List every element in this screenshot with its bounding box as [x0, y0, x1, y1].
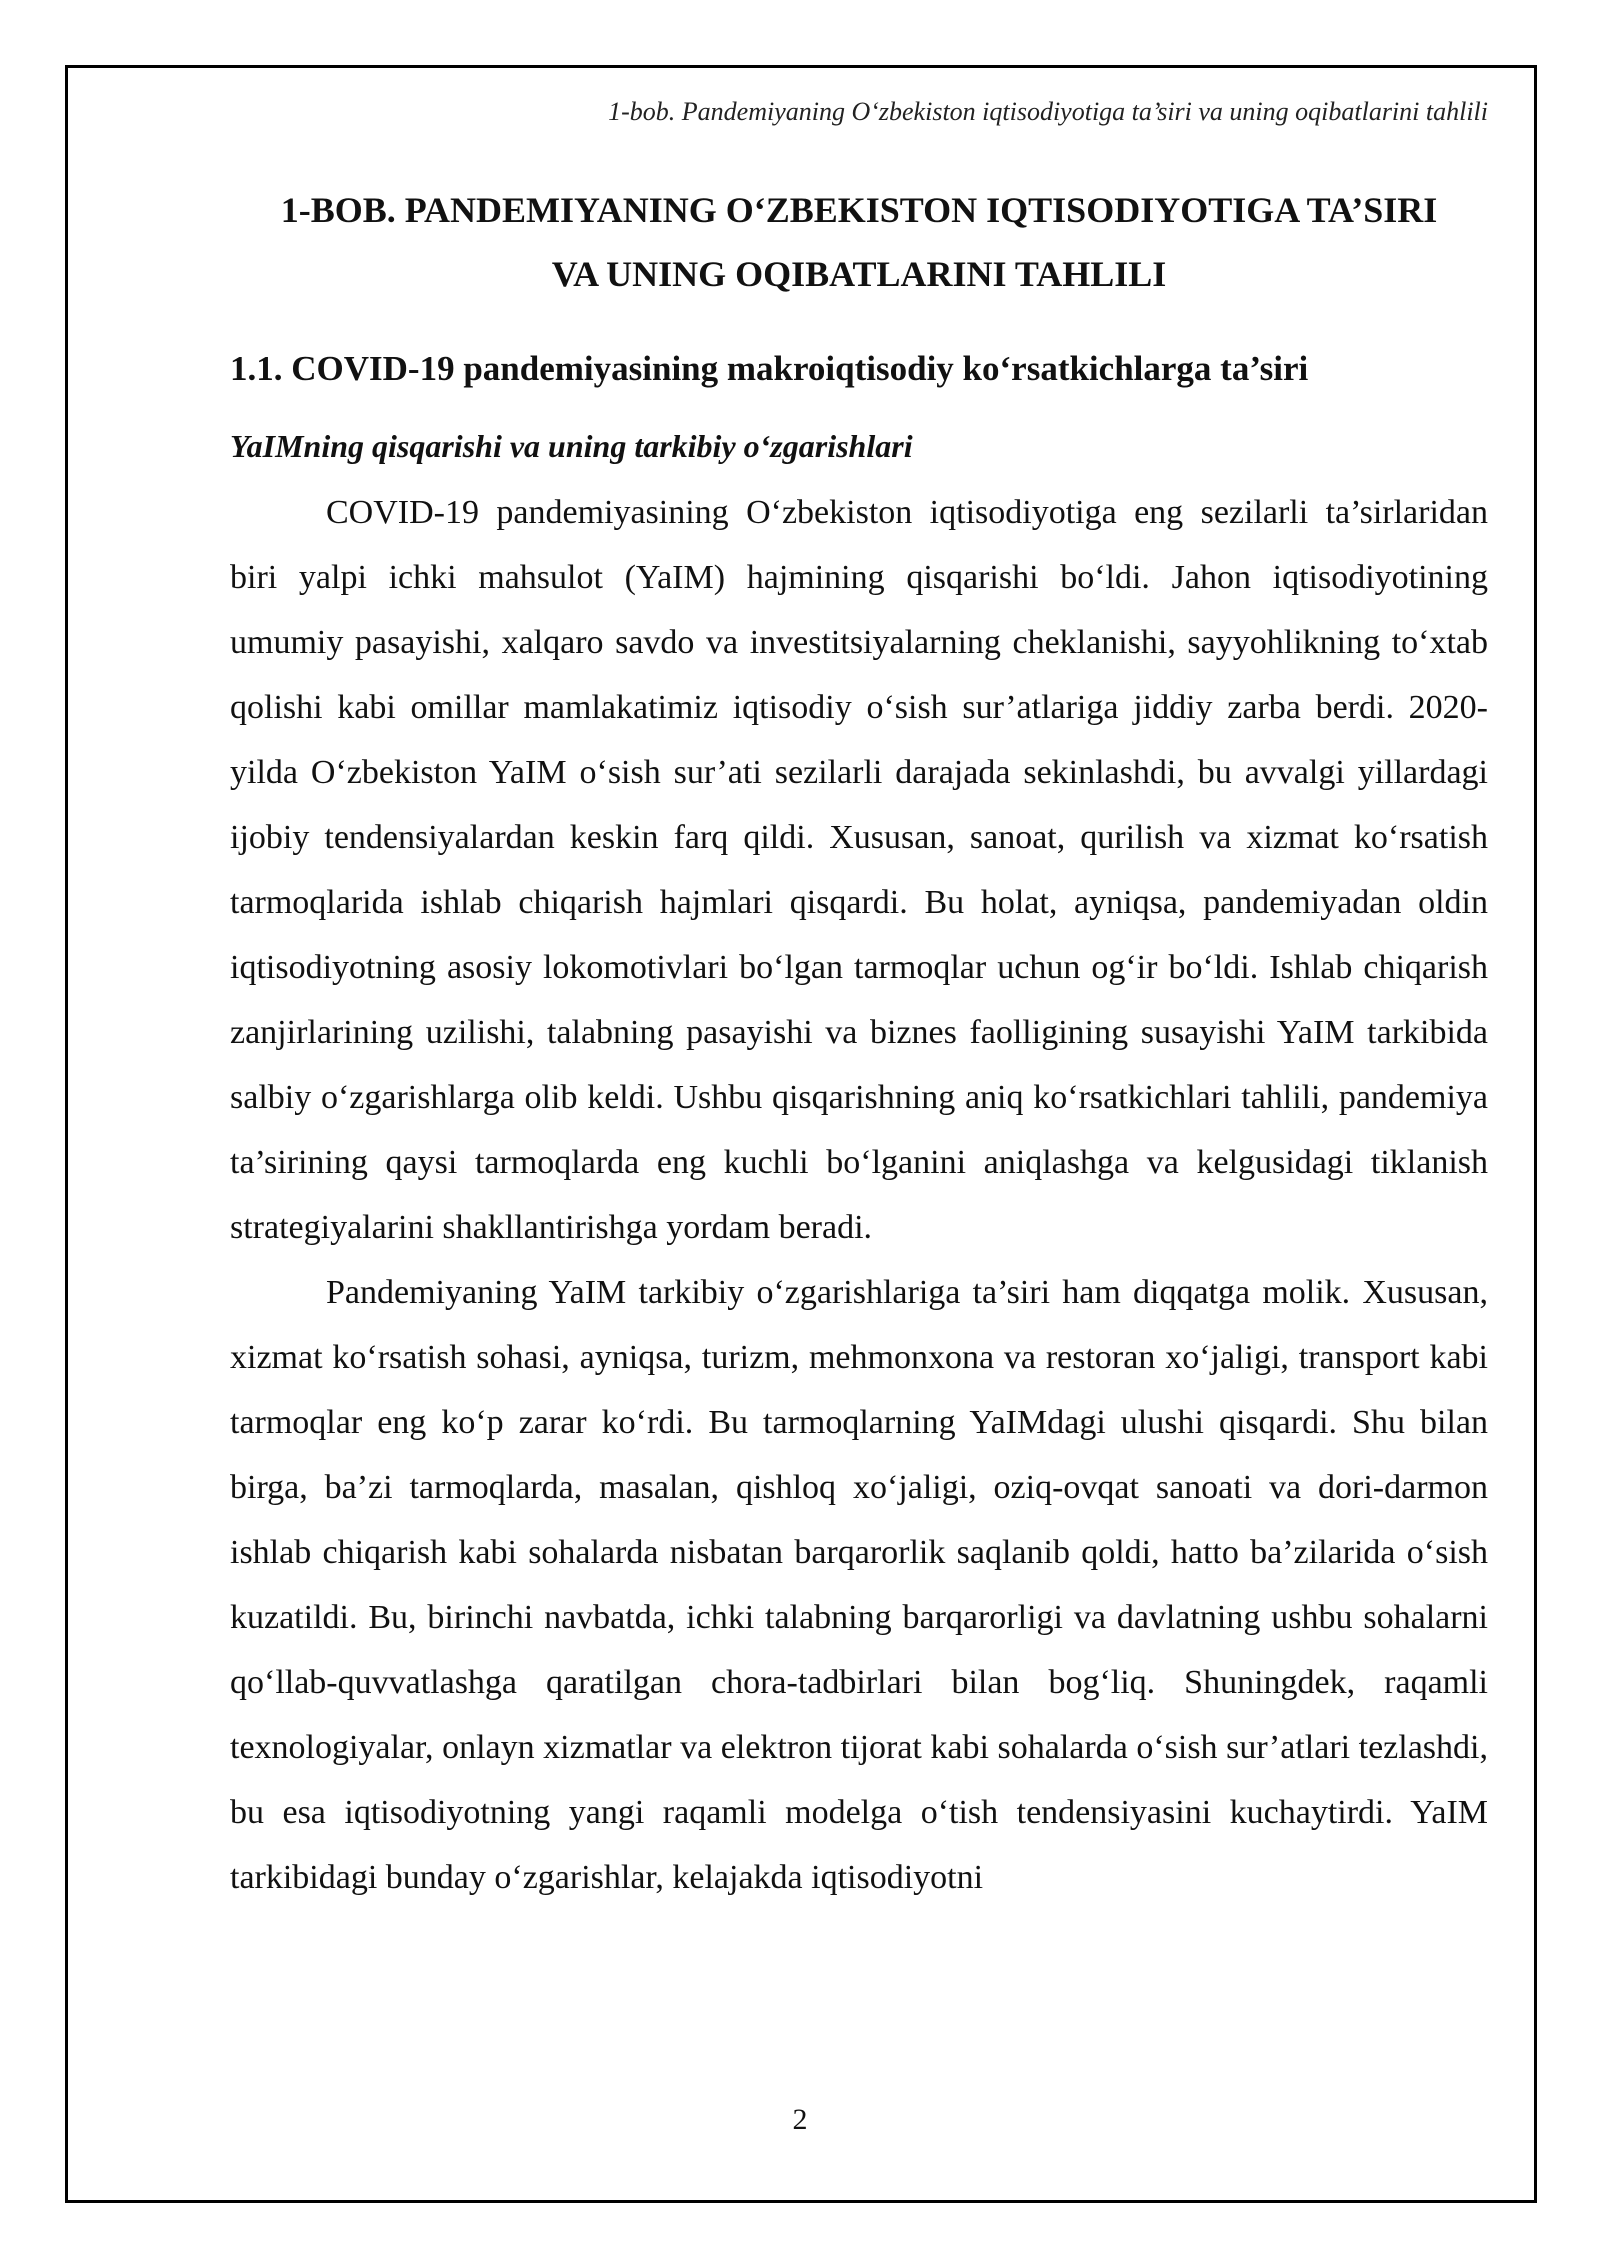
page-content: [230, 92, 1488, 1910]
section-title: 1.1. COVID-19 pandemiyasining makroiqtisodiy ko‘rsatkichlarga ta’siri: [230, 349, 1309, 388]
page-number: 2: [792, 2103, 808, 2136]
chapter-title-line-2: VA UNING OQIBATLARINI TAHLILI: [551, 254, 1167, 294]
running-header: 1-bob. Pandemiyaning O‘zbekiston iqtisodiyotiga ta’siri va uning oqibatlarini tahlili: [608, 97, 1488, 126]
body-paragraph-1: COVID-19 pandemiyasining O‘zbekiston iqtisodiyotiga eng sezilarli ta’sirlaridan biri yalpi ichki mahsulot (YaIM) hajmining qisqarishi bo‘ldi. Jahon iqtisodiyotining umumiy pasayishi, xalqaro savdo va investitsiyalarning cheklanishi, sayyohlikning to‘xtab qolishi kabi omillar mamlakatimiz iqtisodiy o‘sish sur’atlariga jiddiy zarba berdi. 2020-yilda O‘zbekiston YaIM o‘sish sur’ati sezilarli darajada sekinlashdi, bu avvalgi yillardagi ijobiy tendensiyalardan keskin farq qildi. Xususan, sanoat, qurilish va xizmat ko‘rsatish tarmoqlarida ishlab chiqarish hajmlari qisqardi. Bu holat, ayniqsa, pandemiyadan oldin iqtisodiyotning asosiy lokomotivlari bo‘lgan tarmoqlar uchun og‘ir bo‘ldi. Ishlab chiqarish zanjirlarining uzilishi, talabning pasayishi va biznes faolligining susayishi YaIM tarkibida salbiy o‘zgarishlarga olib keldi. Ushbu qisqarishning aniq ko‘rsatkichlari tahlili, pandemiya ta’sirining qaysi tarmoqlarda eng kuchli bo‘lganini aniqlashga va kelgusidagi tiklanish strategiyalarini shakllantirishga yordam beradi.: [230, 494, 1488, 1246]
chapter-title-line-1: 1-BOB. PANDEMIYANING O‘ZBEKISTON IQTISODIYOTIGA TA’SIRI: [280, 190, 1438, 230]
chapter-title: [230, 178, 1488, 306]
body-paragraph-2: Pandemiyaning YaIM tarkibiy o‘zgarishlariga ta’siri ham diqqatga molik. Xususan, xizmat ko‘rsatish sohasi, ayniqsa, turizm, mehmonxona va restoran xo‘jaligi, transport kabi tarmoqlar eng ko‘p zarar ko‘rdi. Bu tarmoqlarning YaIMdagi ulushi qisqardi. Shu bilan birga, ba’zi tarmoqlarda, masalan, qishloq xo‘jaligi, oziq-ovqat sanoati va dori-darmon ishlab chiqarish kabi sohalarda nisbatan barqarorlik saqlanib qoldi, hatto ba’zilarida o‘sish kuzatildi. Bu, birinchi navbatda, ichki talabning barqarorligi va davlatning ushbu sohalarni qo‘llab-quvvatlashga qaratilgan chora-tadbirlari bilan bog‘liq. Shuningdek, raqamli texnologiyalar, onlayn xizmatlar va elektron tijorat kabi sohalarda o‘sish sur’atlari tezlashdi, bu esa iqtisodiyotning yangi raqamli modelga o‘tish tendensiyasini kuchaytirdi. YaIM tarkibidagi bunday o‘zgarishlar, kelajakda iqtisodiyotni: [230, 1274, 1488, 1896]
subsection-title: YaIMning qisqarishi va uning tarkibiy o‘zgarishlari: [230, 428, 913, 464]
